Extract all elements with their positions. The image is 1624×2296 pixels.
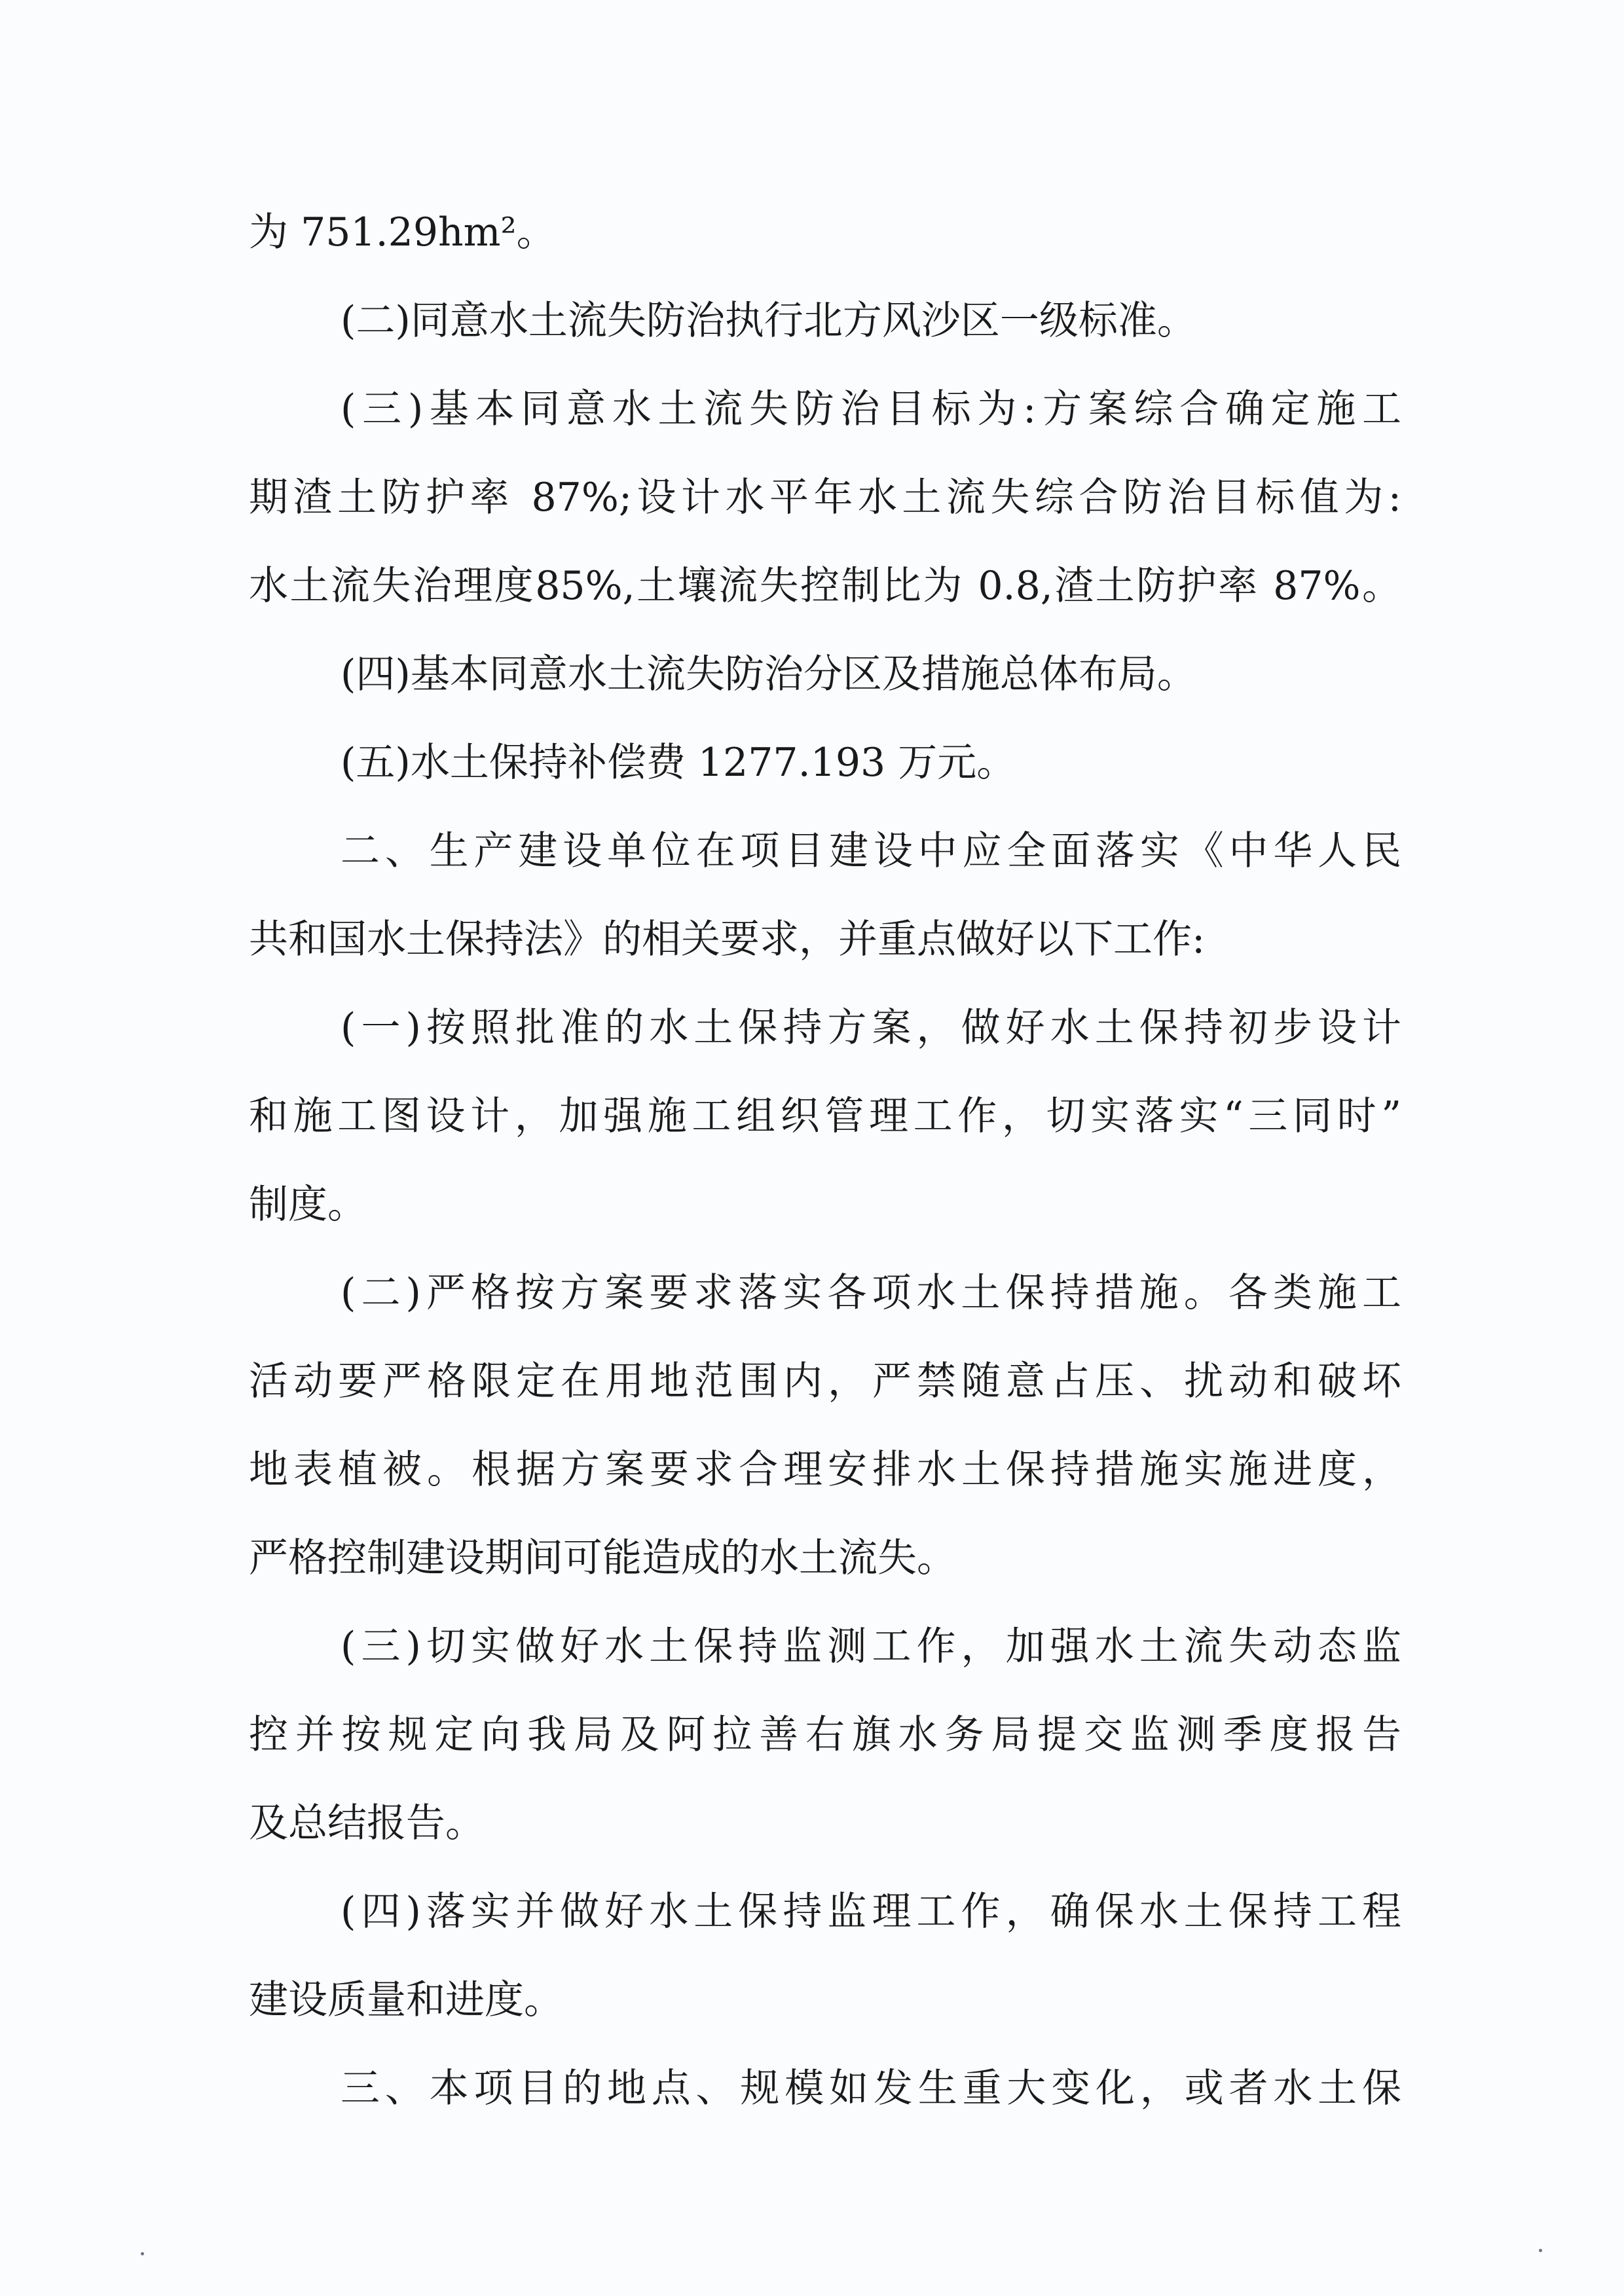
text-line: 二、生产建设单位在项目建设中应全面落实《中华人民 [341,828,1401,874]
scan-speck [1539,2249,1542,2252]
text-line: 和施工图设计，加强施工组织管理工作，切实落实“三同时” [249,1093,1401,1139]
text-line: (二)严格按方案要求落实各项水土保持措施。各类施工 [341,1270,1401,1316]
text-line: (一)按照批准的水土保持方案，做好水土保持初步设计 [341,1005,1401,1051]
text-line: 水土流失治理度85%,土壤流失控制比为 0.8,渣土防护率 87%。 [249,563,1401,609]
scan-speck [141,2252,144,2255]
text-line: 共和国水土保持法》的相关要求，并重点做好以下工作: [249,917,1206,962]
text-line: (三)切实做好水土保持监测工作，加强水土流失动态监 [341,1624,1401,1669]
text-line: (五)水土保持补偿费 1277.193 万元。 [341,740,1016,786]
text-line: (四)基本同意水土流失防治分区及措施总体布局。 [341,651,1196,697]
text-line: 期渣土防护率 87%;设计水平年水土流失综合防治目标值为: [249,475,1401,520]
text-line: 地表植被。根据方案要求合理安排水土保持措施实施进度， [249,1447,1401,1493]
text-line: 及总结报告。 [249,1800,485,1846]
text-line: 为 751.29hm²。 [249,210,556,255]
text-line: 建设质量和进度。 [249,1977,563,2023]
text-line: 控并按规定向我局及阿拉善右旗水务局提交监测季度报告 [249,1712,1401,1758]
text-line: 制度。 [249,1182,367,1228]
text-line: 严格控制建设期间可能造成的水土流失。 [249,1535,956,1581]
text-line: (三)基本同意水土流失防治目标为:方案综合确定施工 [341,386,1401,432]
text-line: 三、本项目的地点、规模如发生重大变化，或者水土保 [341,2066,1401,2111]
text-line: (四)落实并做好水土保持监理工作，确保水土保持工程 [341,1889,1401,1935]
text-line: 活动要严格限定在用地范围内，严禁随意占压、扰动和破坏 [249,1358,1401,1404]
text-line: (二)同意水土流失防治执行北方风沙区一级标准。 [341,298,1196,344]
